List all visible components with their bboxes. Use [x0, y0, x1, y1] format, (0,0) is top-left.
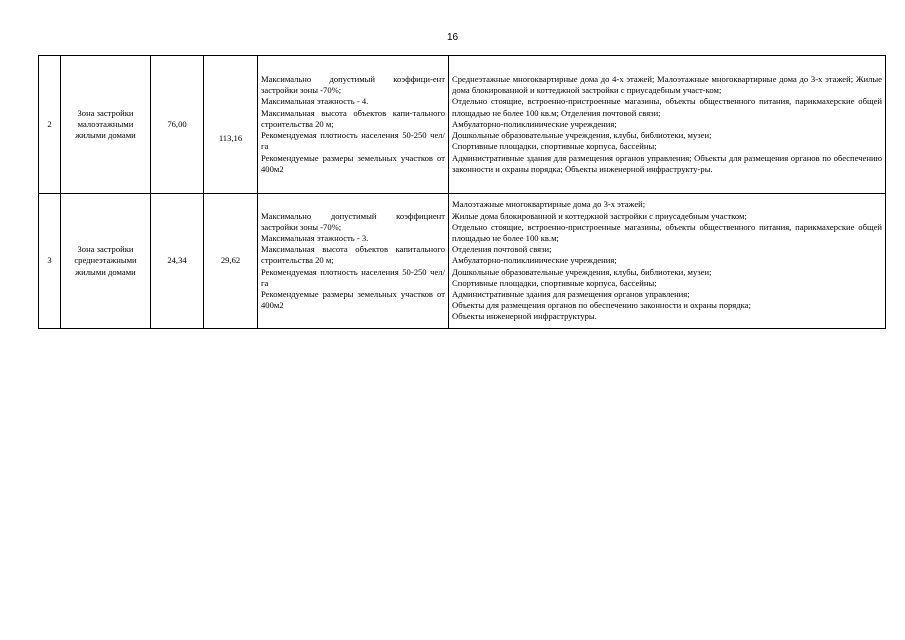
permitted-uses [449, 194, 886, 329]
parameter-line: Максимальная этажность - 4. [261, 96, 369, 107]
parameter-line: Рекомендуемая плотность населения 50-250 чел/га [261, 266, 445, 288]
area-value: 24,34 [151, 194, 204, 329]
parameter-line: Максимальная высота объектов капи-тального строительства 20 м; [261, 107, 445, 129]
zone-parameters [258, 56, 449, 194]
use-line: Жилые дома блокированной и коттеджной застройки с приусадебным участком; [452, 210, 747, 221]
use-line: Малоэтажные многоквартирные дома до 3-х этажей; [452, 199, 646, 210]
area-value-2: 29,62 [204, 194, 258, 329]
zone-name: Зона застройки среднеэтажными жилыми домами [61, 194, 151, 329]
row-number: 3 [39, 194, 61, 329]
permitted-uses [449, 56, 886, 194]
parameter-line: Максимально допустимый коэффициент застройки зоны -70%; [261, 210, 445, 232]
use-line: Отдельно стоящие, встроенно-пристроенные магазины, объекты общественного питания, парикмахерские общей площадью не более 100 кв.м; [452, 221, 882, 243]
use-line: Отдельно стоящие, встроенно-пристроенные магазины, объекты общественного питания, парикмахерские общей площадью не более 100 кв.м; Отделения почтовой связи; [452, 96, 882, 118]
zone-parameters [258, 194, 449, 329]
use-line: Административные здания для размещения органов управления; [452, 289, 690, 299]
use-line: Объекты для размещения органов по обеспечению законности и охраны порядка; [452, 300, 751, 311]
use-line: Отделения почтовой связи; [452, 244, 552, 255]
use-line: Среднеэтажные многоквартирные дома до 4-х этажей; Малоэтажные многоквартирные дома до 3-х этажей; Жилые дома блокированной и коттеджной застройки с приусадебным участ-ком; [452, 74, 882, 96]
use-line: Спортивные площадки, спортивные корпуса, бассейны; [452, 277, 657, 288]
parameter-line: Максимально допустимый коэффици-ент застройки зоны -70%; [261, 74, 445, 96]
row-number: 2 [39, 56, 61, 194]
parameter-line: Максимальная этажность - 3. [261, 232, 369, 243]
use-line: Административные здания для размещения органов управления; Объекты для размещения органов по обеспечению законности и охраны порядка; Объекты инженерной инфраструкту-ры. [452, 152, 882, 174]
area-value: 76,00 [151, 56, 204, 194]
use-line: Объекты инженерной инфраструктуры. [452, 311, 597, 322]
parameter-line: Максимальная высота объектов капитального строительства 20 м; [261, 244, 445, 266]
parameter-line: Рекомендуемая плотность населения 50-250 чел/га [261, 130, 445, 152]
zones-table [38, 55, 886, 329]
parameter-line: Рекомендуемые размеры земельных участков от 400м2 [261, 152, 445, 174]
table-row [39, 194, 886, 329]
parameter-line: Рекомендуемые размеры земельных участков от 400м2 [261, 289, 445, 311]
page-number: 16 [446, 32, 459, 43]
use-line: Спортивные площадки, спортивные корпуса, бассейны; [452, 141, 657, 152]
use-line: Дошкольные образовательные учреждения, клубы, библиотеки, музеи; [452, 130, 712, 141]
use-line: Дошкольные образовательные учреждения, клубы, библиотеки, музеи; [452, 266, 712, 277]
use-line: Амбулаторно-поликлинические учреждения; [452, 118, 617, 129]
table-row [39, 56, 886, 194]
zone-name: Зона застройки малоэтажными жилыми домами [61, 56, 151, 194]
area-value-2: 113,16 [204, 56, 258, 194]
use-line: Амбулаторно-поликлинические учреждения; [452, 255, 617, 266]
